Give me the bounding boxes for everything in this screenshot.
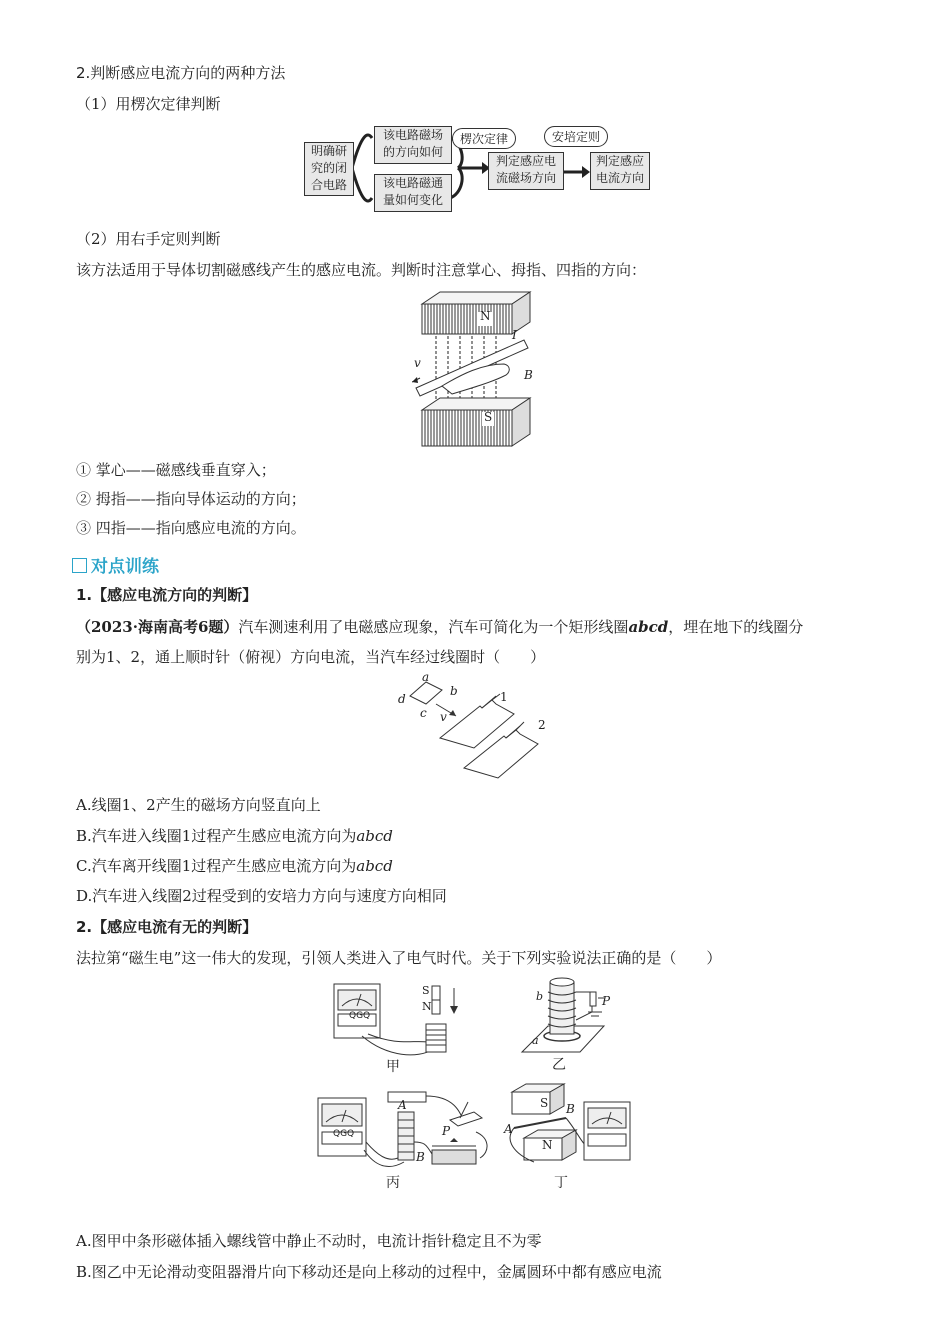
lenz-flowchart	[300, 122, 660, 214]
q1-option-c-text: C.汽车离开线圈1过程产生感应电流方向为	[76, 857, 357, 875]
label-b-yi: b	[536, 990, 544, 1003]
bubble-ampere-rule: 安培定则	[544, 126, 608, 147]
label-b-bing: B	[416, 1150, 425, 1164]
caption-bing: 丙	[386, 1175, 400, 1191]
method2-title: （2）用右手定则判断	[76, 230, 221, 248]
q2-option-b[interactable]: B.图乙中无论滑动变阻器滑片向下移动还是向上移动的过程中，金属圆环中都有感应电流	[76, 1263, 662, 1281]
flow-box-current-direction	[590, 152, 650, 190]
magnet-s-ding: S	[540, 1096, 549, 1110]
flow-box-circuit-text: 明确研究的闭合电路	[310, 144, 347, 192]
practice-header-text: 对点训练	[91, 557, 159, 577]
label-p-bing: P	[442, 1124, 451, 1138]
magnet-s-jia: S	[422, 984, 430, 997]
right-hand-rule-svg	[412, 290, 540, 450]
q1-option-d-text: D.汽车进入线圈2过程受到的安培力方向与速度方向相同	[76, 887, 447, 905]
q1-stem-text: 汽车测速利用了电磁感应现象，汽车可简化为一个矩形线圈	[238, 618, 629, 636]
coil-1-label: 1	[500, 690, 508, 704]
q2-title: 2.【感应电流有无的判断】	[76, 918, 258, 936]
rule-palm: ① 掌心——磁感线垂直穿入；	[76, 461, 276, 479]
q1-source: （2023·海南高考6题）	[76, 618, 239, 636]
field-label: B	[524, 368, 533, 382]
coil-label-d: d	[398, 692, 406, 706]
figure-yi-svg	[512, 976, 632, 1056]
flow-box-field-direction	[374, 126, 452, 164]
coil-label-c: c	[420, 706, 427, 720]
method1-title: （1）用楞次定律判断	[76, 95, 221, 113]
q1-option-a-text: A.线圈1、2产生的磁场方向竖直向上	[76, 796, 321, 814]
q2-option-a[interactable]: A.图甲中条形磁体插入螺线管中静止不动时，电流计指针稳定且不为零	[76, 1232, 542, 1250]
label-a-bing: A	[398, 1098, 407, 1112]
figure-ding-svg	[504, 1080, 640, 1172]
q1-option-c-abcd: abcd	[356, 857, 393, 875]
label-a-ding: A	[504, 1122, 513, 1136]
flow-box-circuit	[304, 142, 354, 196]
velocity-label: v	[414, 356, 421, 370]
magnet-n-jia: N	[422, 1000, 432, 1013]
flow-box-induced-field	[488, 152, 564, 190]
q1-stem-end: ，埋在地下的线圈分	[668, 618, 804, 636]
rule-thumb: ② 拇指——指向导体运动的方向；	[76, 490, 306, 508]
galvanometer-label-bing: QGQ	[333, 1129, 355, 1139]
q1-title: 1.【感应电流方向的判断】	[76, 586, 258, 604]
coil-label-a: a	[422, 670, 430, 684]
q1-stem-line2: 别为1、2，通上顺时针（俯视）方向电流，当汽车经过线圈时（ ）	[76, 648, 546, 666]
q1-option-d[interactable]	[76, 885, 447, 907]
current-label: I	[512, 328, 517, 342]
figure-ding	[504, 1080, 640, 1194]
q1-option-b-text: B.汽车进入线圈1过程产生感应电流方向为	[76, 827, 357, 845]
caption-yi: 乙	[552, 1057, 566, 1073]
figure-jia	[328, 980, 476, 1074]
section-title: 2.判断感应电流方向的两种方法	[76, 64, 286, 82]
q1-stem-line1	[76, 616, 803, 638]
figure-bing	[314, 1082, 496, 1194]
caption-ding: 丁	[554, 1175, 568, 1191]
flow-box-flux-change-text: 该电路磁通量如何变化	[382, 176, 443, 207]
bubble-lenz-law: 楞次定律	[452, 128, 516, 149]
coil-label-b: b	[450, 684, 458, 698]
q1-option-a[interactable]	[76, 794, 321, 816]
practice-header	[72, 552, 159, 577]
galvanometer-label-jia: QGQ	[349, 1011, 371, 1021]
q1-option-c[interactable]	[76, 855, 393, 877]
right-hand-rule-figure	[412, 290, 540, 450]
caption-jia: 甲	[386, 1059, 400, 1075]
velocity-v-label: v	[440, 710, 447, 724]
coil-2-label: 2	[538, 718, 546, 732]
q1-stem-abcd: abcd	[628, 618, 669, 636]
q1-coil-svg	[396, 672, 556, 784]
rule-fingers: ③ 四指——指向感应电流的方向。	[76, 519, 306, 537]
q1-option-b-abcd: abcd	[356, 827, 393, 845]
flow-box-induced-field-text: 判定感应电流磁场方向	[495, 154, 556, 185]
flow-box-field-direction-text: 该电路磁场的方向如何	[382, 128, 443, 159]
q1-coil-figure	[396, 672, 556, 784]
flow-box-flux-change	[374, 174, 452, 212]
flow-box-current-direction-text: 判定感应电流方向	[595, 154, 644, 185]
figure-bing-svg	[314, 1082, 496, 1174]
figure-yi	[512, 976, 632, 1074]
magnet-s-label: S	[484, 410, 493, 424]
magnet-n-ding: N	[542, 1138, 553, 1152]
label-p-yi: P	[602, 994, 611, 1008]
label-a-yi: a	[532, 1034, 539, 1047]
label-b-ding: B	[566, 1102, 575, 1116]
checkbox-square-icon	[72, 558, 87, 573]
q1-option-b[interactable]	[76, 825, 393, 847]
magnet-n-label: N	[480, 309, 491, 323]
method2-description: 该方法适用于导体切割磁感线产生的感应电流。判断时注意掌心、拇指、四指的方向：	[76, 261, 647, 279]
q2-stem: 法拉第“磁生电”这一伟大的发现，引领人类进入了电气时代。关于下列实验说法正确的是（ ）	[76, 949, 722, 967]
